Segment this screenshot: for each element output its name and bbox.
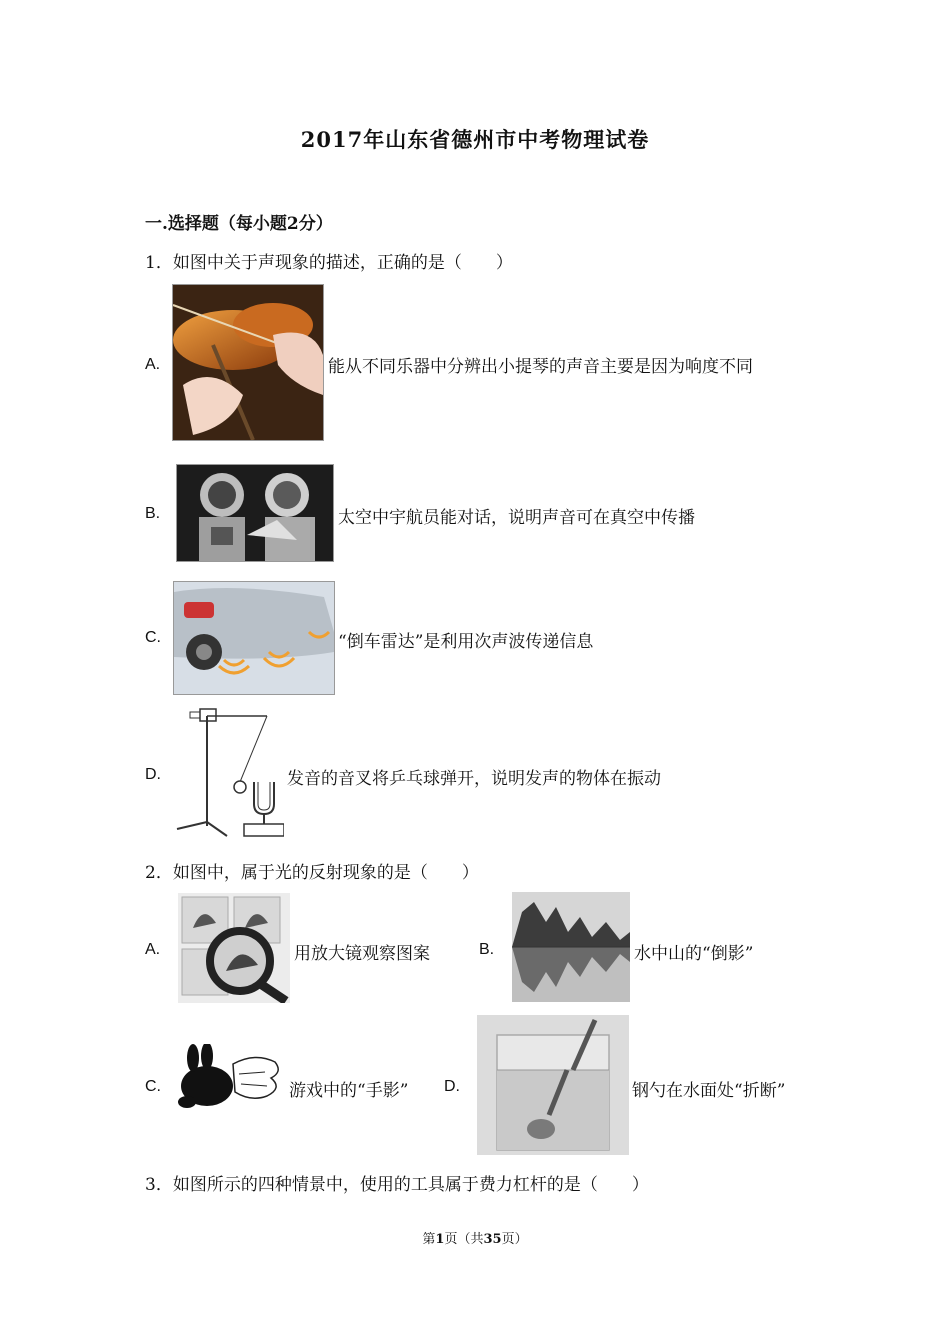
astronauts-image [176, 464, 334, 562]
q2-option-c-label[interactable]: C. [145, 1078, 161, 1095]
q1-option-a-text: 能从不同乐器中分辨出小提琴的声音主要是因为响度不同 [328, 357, 753, 377]
q2-option-b-text: 水中山的“倒影” [634, 944, 754, 964]
q1-option-a-label[interactable]: A. [145, 356, 161, 373]
footer-total-pages: 35 [483, 1232, 502, 1247]
page-footer [0, 1228, 950, 1247]
q1-option-b-text: 太空中宇航员能对话，说明声音可在真空中传播 [338, 508, 695, 528]
q2-option-a-label[interactable]: A. [145, 941, 161, 958]
q2-option-b-label[interactable]: B. [479, 941, 495, 958]
q1-option-d-label[interactable]: D. [145, 766, 161, 783]
footer-mid: 页（共 [444, 1232, 484, 1247]
reversing-radar-car-image [173, 581, 335, 695]
question-3-stem: 3．如图所示的四种情景中，使用的工具属于费力杠杆的是（ ） [145, 1175, 649, 1195]
footer-page-number: 1 [435, 1232, 445, 1247]
magnifier-stamps-image [178, 893, 290, 1003]
page-title: 2017年山东省德州市中考物理试卷 [300, 127, 650, 152]
section-heading: 一.选择题（每小题2分） [145, 214, 333, 234]
q1-option-b-label[interactable]: B. [145, 505, 161, 522]
spoon-in-water-image [477, 1015, 629, 1155]
footer-suffix: 页） [501, 1232, 528, 1247]
question-2-stem: 2．如图中，属于光的反射现象的是（ ） [145, 863, 479, 883]
mountain-reflection-image [512, 892, 630, 1002]
question-1-stem: 1．如图中关于声现象的描述，正确的是（ ） [145, 253, 513, 273]
footer-prefix: 第 [422, 1232, 436, 1247]
violin-image [172, 284, 324, 441]
tuning-fork-ball-image [172, 704, 284, 842]
q1-option-c-text: “倒车雷达”是利用次声波传递信息 [338, 632, 594, 652]
q2-option-a-text: 用放大镜观察图案 [294, 944, 430, 964]
hand-shadow-rabbit-image [175, 1044, 285, 1116]
q2-option-d-label[interactable]: D. [444, 1078, 460, 1095]
q1-option-d-text: 发音的音叉将乒乓球弹开，说明发声的物体在振动 [287, 769, 661, 789]
q1-option-c-label[interactable]: C. [145, 629, 161, 646]
q2-option-d-text: 钢勺在水面处“折断” [632, 1081, 786, 1101]
q2-option-c-text: 游戏中的“手影” [289, 1081, 409, 1101]
